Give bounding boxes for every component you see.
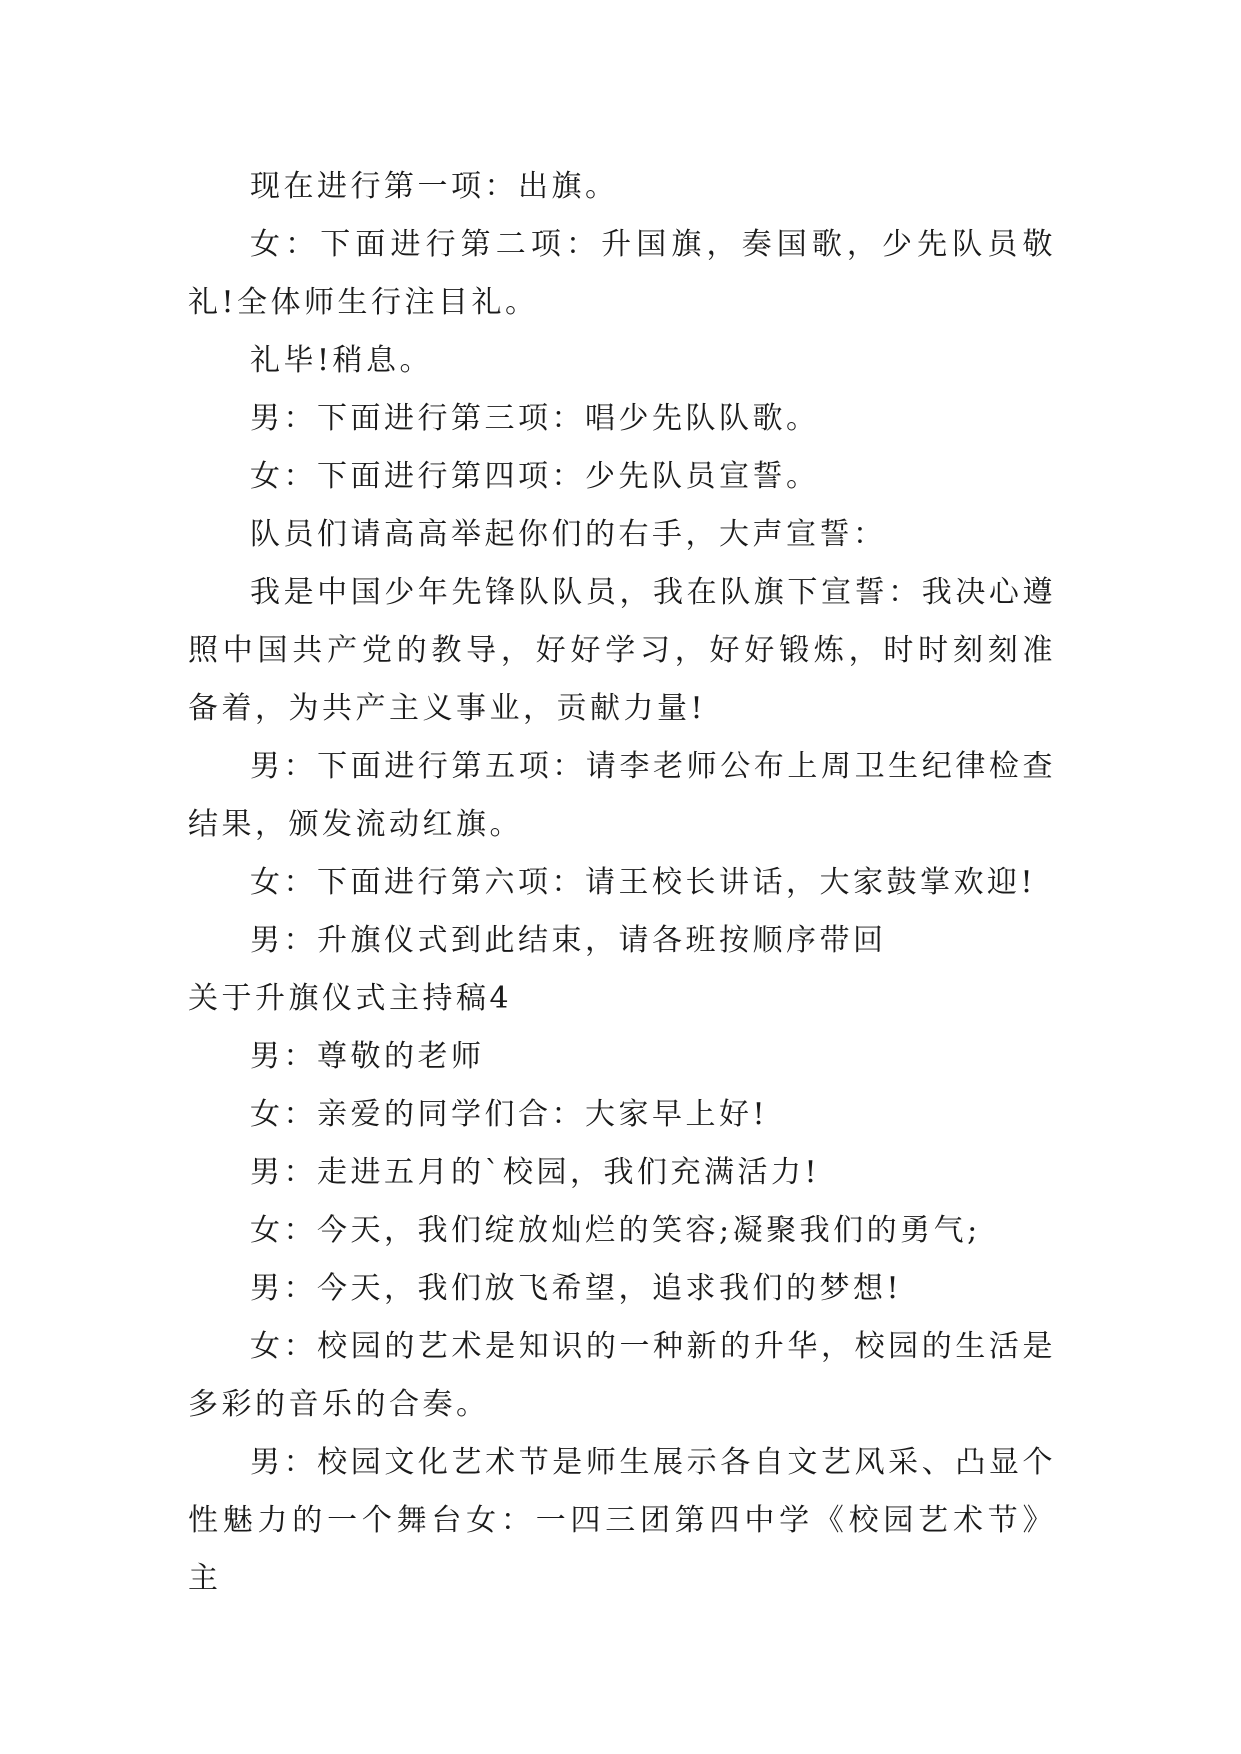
paragraph: 女：今天，我们绽放灿烂的笑容;凝聚我们的勇气;	[250, 1213, 981, 1248]
paragraph: 男：下面进行第三项：唱少先队队歌。	[250, 401, 820, 436]
paragraph: 现在进行第一项：出旗。	[250, 169, 619, 204]
paragraph: 男：校园文化艺术节是师生展示各自文艺风采、凸显个性魅力的一个舞台女：一四三团第四中学《校园艺术节》主	[188, 1445, 1056, 1596]
paragraph: 我是中国少年先锋队队员，我在队旗下宣誓：我决心遵照中国共产党的教导，好好学习，好好锻炼，时时刻刻准备着，为共产主义事业，贡献力量!	[188, 575, 1056, 726]
paragraph: 男：今天，我们放飞希望，追求我们的梦想!	[250, 1271, 903, 1306]
document-body	[188, 158, 1056, 1608]
paragraph: 男：尊敬的老师	[250, 1039, 485, 1074]
paragraph: 男：升旗仪式到此结束，请各班按顺序带回	[250, 923, 887, 958]
paragraph: 女：下面进行第六项：请王校长讲话，大家鼓掌欢迎!	[250, 865, 1037, 900]
paragraph: 女：亲爱的同学们合：大家早上好!	[250, 1097, 769, 1132]
paragraph: 队员们请高高举起你们的右手，大声宣誓：	[250, 517, 887, 552]
paragraph: 女：校园的艺术是知识的一种新的升华，校园的生活是多彩的音乐的合奏。	[188, 1329, 1056, 1422]
paragraph: 男：走进五月的`校园，我们充满活力!	[250, 1155, 821, 1190]
paragraph: 礼毕!稍息。	[250, 343, 434, 378]
section-heading: 关于升旗仪式主持稿4	[188, 981, 513, 1016]
paragraph: 男：下面进行第五项：请李老师公布上周卫生纪律检查结果，颁发流动红旗。	[188, 749, 1056, 842]
paragraph: 女：下面进行第四项：少先队员宣誓。	[250, 459, 820, 494]
paragraph: 女：下面进行第二项：升国旗，奏国歌，少先队员敬礼!全体师生行注目礼。	[188, 227, 1056, 320]
